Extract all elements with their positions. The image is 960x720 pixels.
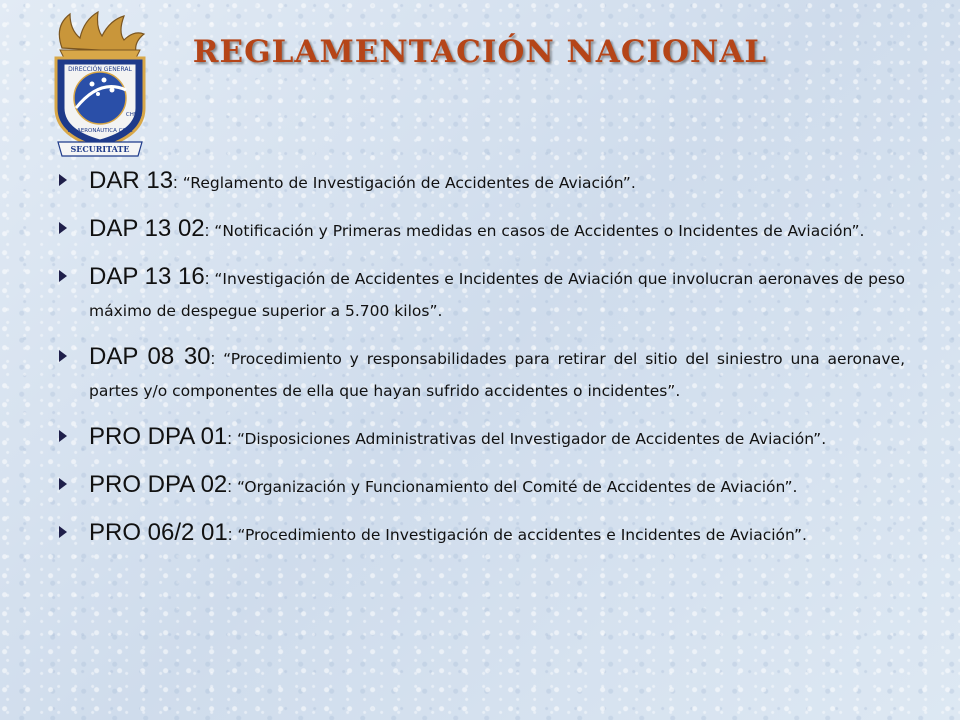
item-code: DAP 08 30 — [89, 343, 211, 370]
item-text: “Notificación y Primeras medidas en casos de Accidentes o Incidentes de Aviación”. — [209, 222, 865, 240]
item-code: PRO DPA 02 — [89, 471, 228, 498]
item-separator: : — [204, 221, 210, 240]
item-text: “Disposiciones Administrativas del Investigador de Accidentes de Aviación”. — [232, 430, 827, 448]
bullet-arrow-icon — [59, 430, 67, 442]
item-separator: : — [204, 269, 210, 288]
item-text: “Procedimiento de Investigación de accidentes e Incidentes de Aviación”. — [232, 526, 807, 544]
item-separator: : — [173, 173, 178, 192]
item-code: PRO DPA 01 — [89, 423, 228, 450]
emblem-motto: SECURITATE — [70, 144, 130, 154]
bullet-arrow-icon — [59, 270, 67, 282]
list-item — [55, 421, 905, 455]
item-text: “Investigación de Accidentes e Incidentes de Aviación que involucran aeronaves de peso máximo de despegue superior a 5.700 kilos”. — [89, 270, 906, 320]
item-separator: : — [227, 525, 233, 544]
item-text: “Reglamento de Investigación de Accidentes de Aviación”. — [177, 174, 636, 192]
bullet-arrow-icon — [59, 526, 67, 538]
bullet-arrow-icon — [59, 478, 67, 490]
item-separator: : — [227, 429, 233, 448]
item-code: PRO 06/2 01 — [89, 519, 228, 546]
crown-wings-icon — [59, 12, 144, 58]
list-item — [55, 341, 905, 407]
item-separator: : — [210, 349, 216, 368]
item-code: DAR 13 — [89, 167, 174, 194]
list-item — [55, 469, 905, 503]
item-code: DAP 13 02 — [89, 215, 205, 242]
bullet-arrow-icon — [59, 174, 67, 186]
regulation-list — [55, 165, 905, 565]
bullet-arrow-icon — [59, 222, 67, 234]
emblem-text-right: CHILE — [125, 112, 143, 118]
dgac-emblem — [40, 8, 160, 158]
bullet-arrow-icon — [59, 350, 67, 362]
emblem-text-top: DIRECCIÓN GENERAL — [68, 66, 132, 73]
list-item — [55, 165, 905, 199]
list-item — [55, 261, 905, 327]
page-title: REGLAMENTACIÓN NACIONAL — [192, 34, 768, 70]
item-code: DAP 13 16 — [89, 263, 205, 290]
item-text: “Organización y Funcionamiento del Comité de Accidentes de Aviación”. — [232, 478, 798, 496]
emblem-text-bottom: DE AERONÁUTICA CIVIL — [67, 128, 133, 134]
globe-icon — [74, 72, 126, 124]
list-item — [55, 517, 905, 551]
item-separator: : — [227, 477, 233, 496]
item-text: “Procedimiento y responsabilidades para retirar del sitio del siniestro una aeronave, partes y/o componentes de ella que hayan sufrido accidentes o incidentes”. — [89, 350, 905, 400]
list-item — [55, 213, 905, 247]
